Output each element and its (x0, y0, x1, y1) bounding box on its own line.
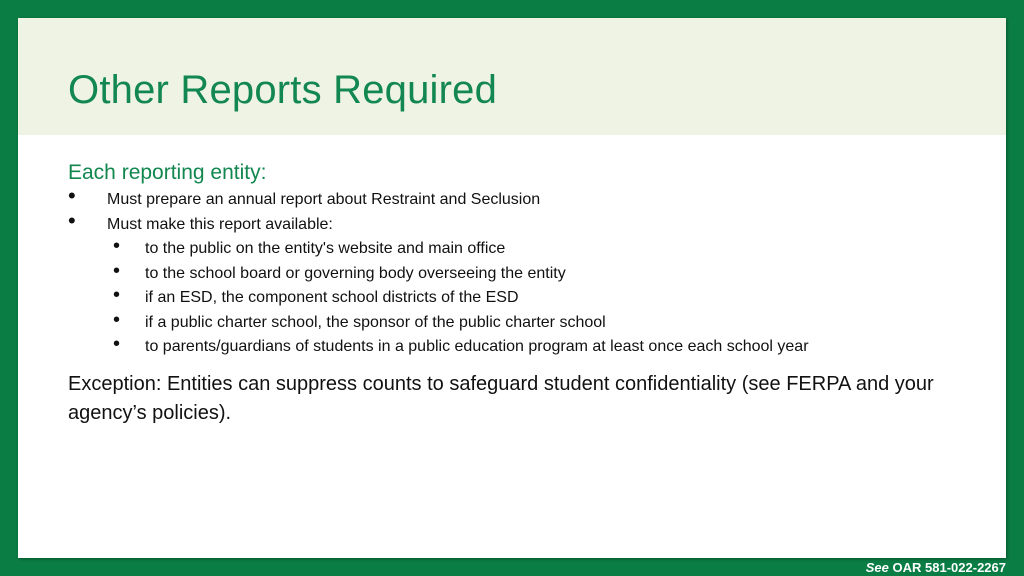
sub-list-item (68, 335, 968, 360)
bullet-icon: • (68, 183, 76, 208)
slide-content (68, 160, 968, 428)
sub-bullet-text: if an ESD, the component school districts of the ESD (145, 289, 519, 306)
citation-reference: OAR 581-022-2267 (892, 560, 1006, 575)
list-item (68, 207, 968, 238)
citation-prefix: See (865, 560, 889, 575)
bullet-text: Must prepare an annual report about Restraint and Seclusion (107, 191, 541, 208)
bullet-icon: • (68, 207, 76, 233)
sub-bullet-list (68, 237, 968, 360)
citation-footer (866, 560, 1006, 575)
sub-list-item (68, 237, 968, 262)
sub-bullet-text: to parents/guardians of students in a public education program at least once each school year (145, 338, 809, 355)
sub-bullet-text: to the school board or governing body overseeing the entity (145, 264, 566, 282)
sub-list-item (68, 286, 968, 311)
bullet-icon: • (113, 235, 121, 257)
sub-bullet-text: if a public charter school, the sponsor of the public charter school (145, 313, 606, 331)
list-item (68, 183, 968, 213)
sub-list-item (68, 259, 968, 287)
lead-heading: Each reporting entity: (68, 161, 267, 184)
bullet-list (68, 183, 968, 237)
slide-canvas (18, 18, 1006, 558)
sub-bullet-text: to the public on the entity's website and main office (145, 240, 506, 257)
exception-note: Exception: Entities can suppress counts to safeguard student confidentiality (see FERPA and your agency’s policies). (68, 372, 934, 424)
bullet-icon: • (113, 284, 121, 306)
slide-title: Other Reports Required (68, 68, 498, 112)
bullet-text: Must make this report available: (107, 215, 333, 233)
bullet-icon: • (113, 259, 121, 282)
sub-list-item (68, 308, 968, 336)
bullet-icon: • (113, 333, 121, 355)
title-band (18, 18, 1006, 135)
bullet-icon: • (113, 308, 121, 331)
